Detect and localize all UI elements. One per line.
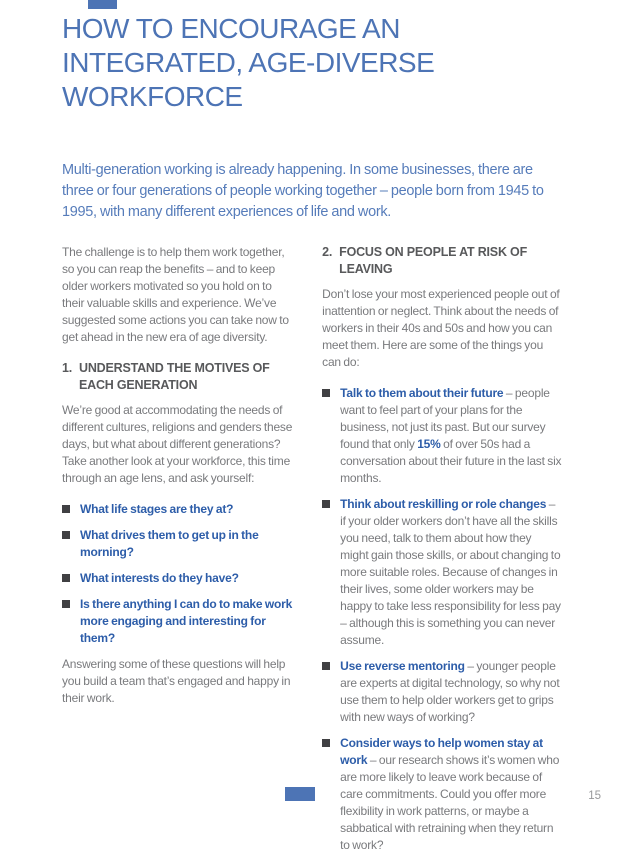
bullet-lead: Consider ways to help women stay at work [340,736,543,767]
list-item [62,570,295,587]
bullet-text [340,496,562,649]
list-item [322,658,562,726]
section-heading-1 [62,360,295,394]
section-heading-text: UNDERSTAND THE MOTIVES OF EACH GENERATION [79,361,270,392]
bullet-lead: Use reverse mentoring [340,659,465,673]
section-number: 1. [62,361,73,375]
page-title: HOW TO ENCOURAGE AN INTEGRATED, AGE-DIVERSE WORKFORCE [62,13,435,112]
bullet-text [340,735,562,854]
list-item [322,496,562,649]
bullet-square-icon [62,505,70,513]
bullet-rest: – our research shows it’s women who are more likely to leave work because of care commitments. Could you offer more flexibility in work patterns, or maybe a sabbatical with retraining when they return to work? [340,753,560,852]
two-column-layout [62,244,562,863]
bullet-square-icon [62,574,70,582]
stat-highlight: 15% [417,437,441,451]
body-paragraph: Answering some of these questions will help you build a team that’s engaged and happy in their work. [62,657,291,705]
section-heading-text: FOCUS ON PEOPLE AT RISK OF LEAVING [339,245,528,276]
bullet-rest: of over 50s had a conversation about their future in the last six months. [340,437,562,485]
body-paragraph: We’re good at accommodating the needs of different cultures, religions and genders these days, but what about different generations? Take another look at your workforce, this time through an age lens, and ask yourself: [62,403,293,485]
body-paragraph: Don’t lose your most experienced people out of inattention or neglect. Think about the needs of workers in their 40s and 50s and how you can meet them. Here are some of the things you can do: [322,287,560,369]
bullet-rest: – younger people are experts at digital technology, so why not use them to help older workers get to grips with new ways of working? [340,659,560,724]
bullet-square-icon [62,531,70,539]
body-paragraph: The challenge is to help them work together, so you can reap the benefits – and to keep older workers motivated so you hold on to their valuable skills and experience. We’ve suggested some actions you can take now to get ahead in the new era of age diversity. [62,245,289,344]
intro-paragraph: Multi-generation working is already happening. In some businesses, there are three or four generations of people working together – people born from 1945 to 1995, with many different experiences of life and work. [62,162,544,220]
bullet-lead: Talk to them about their future [340,386,504,400]
bullet-square-icon [322,389,330,397]
list-item [62,501,295,518]
list-item [62,527,295,561]
bullet-text: What drives them to get up in the morning? [80,528,259,559]
section-heading-2 [322,244,562,278]
bullet-lead: Think about reskilling or role changes [340,497,547,511]
bullet-text: Is there anything I can do to make work more engaging and interesting for them? [80,597,293,645]
bullet-square-icon [322,500,330,508]
list-item [322,735,562,854]
bullet-square-icon [62,600,70,608]
bullet-square-icon [322,739,330,747]
bullet-text: What interests do they have? [80,571,239,585]
top-edge-tab [88,0,117,9]
bullet-rest: – people want to feel part of your plans for the business, not just its past. But our survey found that only [340,386,550,451]
page-content [62,12,562,863]
list-item [322,385,562,487]
bullet-square-icon [322,662,330,670]
right-column [322,244,562,863]
bullet-text [340,658,562,726]
page-number: 15 [588,790,601,802]
bullet-text: What life stages are they at? [80,502,234,516]
section-number: 2. [322,245,333,259]
list-item [62,596,295,647]
left-column [62,244,295,863]
bullet-rest: – if your older workers don’t have all the skills you need, talk to them about how they might gain those skills, or about changing to more suitable roles. Because of changes in their lives, some older workers may be happy to take less responsibility for less pay – although this is something you can never assume. [340,497,561,647]
bullet-text [340,385,562,487]
